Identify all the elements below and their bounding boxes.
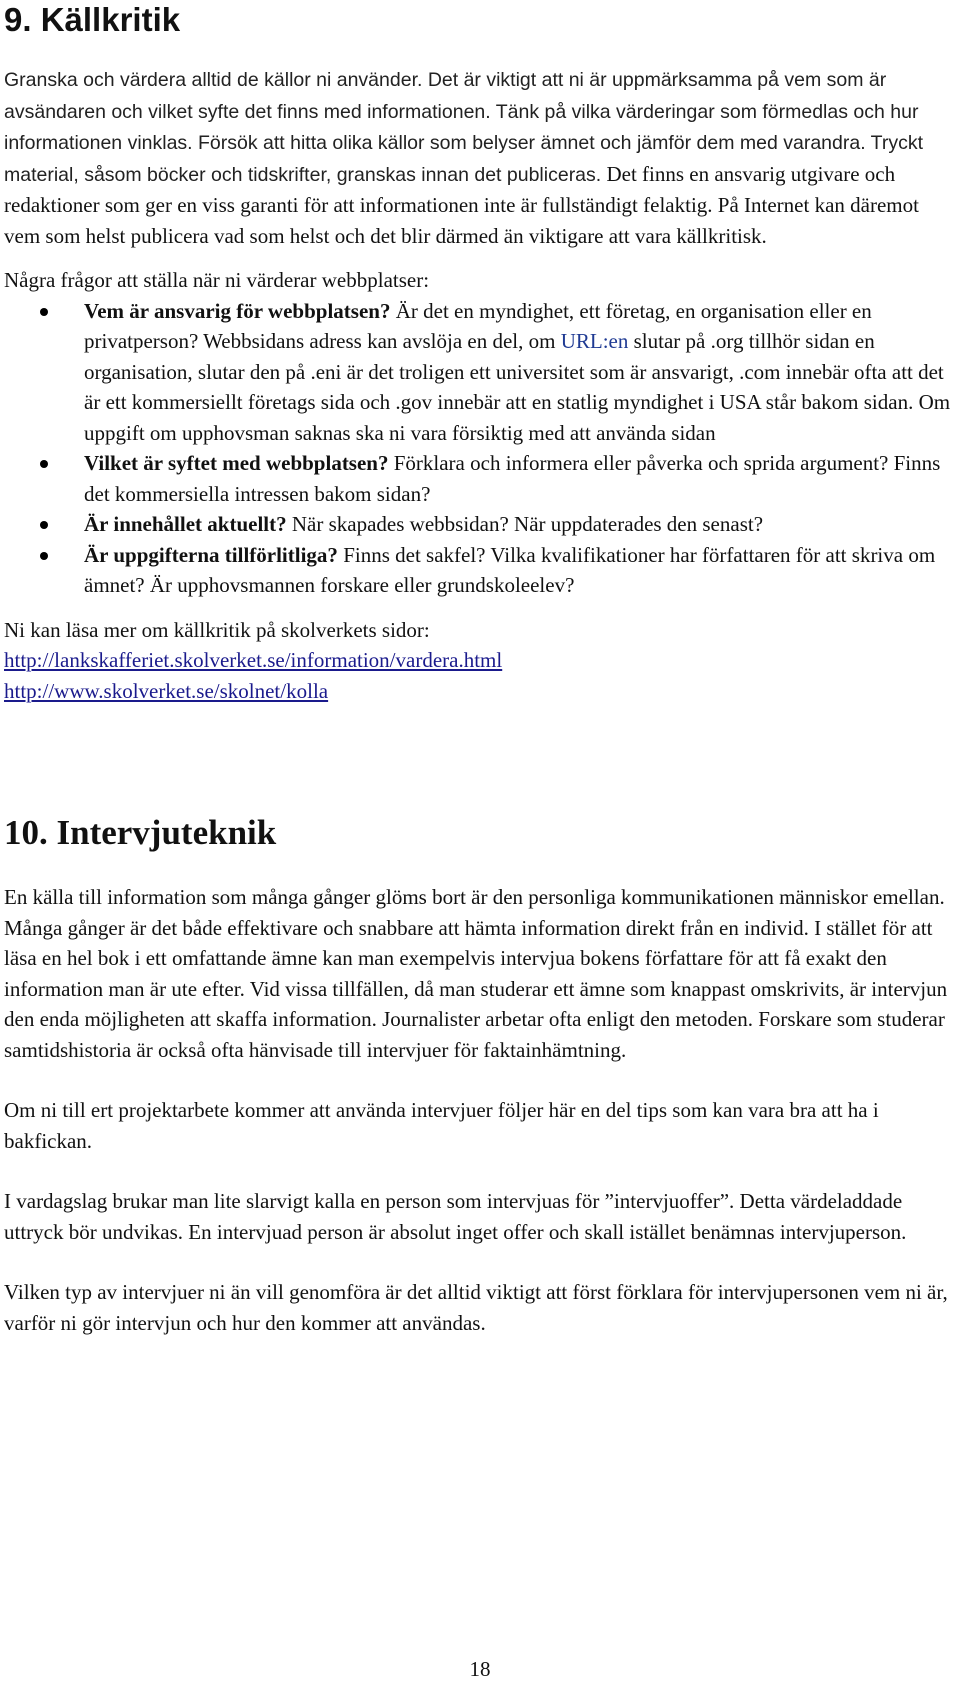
bullet-icon [40,308,48,316]
question-text-cont: slutar på .org tillhör sidan en organisation, slutar den på .eni är det troligen ett universitet som är ansvarigt, .com innebär ofta att det är ett kommersiellt företags sida och .gov innebär att en statlig myndighet i USA står bakom sidan. Om uppgift om upphovsman saknas ska ni vara försiktig med att använda sidan [84,329,951,445]
kallkritik-intro-paragraph [4,64,954,251]
link-lankskafferiet[interactable]: http://lankskafferiet.skolverket.se/information/vardera.html [4,648,503,672]
question-list [4,296,954,601]
intervju-paragraph-2: Om ni till ert projektarbete kommer att använda intervjuer följer här en del tips som kan vara bra att ha i bakfickan. [4,1098,879,1153]
intervju-paragraph-3: I vardagslag brukar man lite slarvigt kalla en person som intervjuas för ”intervjuoffer”. Detta värdeladdade uttryck bör undvikas. En intervjuad person är absolut inget offer och skall istället benämnas intervjuperson. [4,1189,907,1244]
intro-sans-text: Granska och värdera alltid de källor ni använder. Det är viktigt att ni är uppmärksamma på vem som är avsändaren och vilket syfte det finns med informationen. Tänk på vilka värderingar som förmedlas och hur informationen vinklas. Försök att hitta olika källor som belyser ämnet och jämför dem med varandra. Tryckt material, såsom böcker och tidskrifter, granskas innan det publiceras. [4,69,924,186]
bullet-icon [40,521,48,529]
intervju-paragraph-4: Vilken typ av intervjuer ni än vill genomföra är det alltid viktigt att först förklara för intervjupersonen vem ni är, varför ni gör intervjun och hur den kommer att användas. [4,1280,948,1335]
section-heading-kallkritik: 9. Källkritik [4,1,181,38]
bullet-icon [40,460,48,468]
intervju-paragraph-1: En källa till information som många gånger glöms bort är den personliga kommunikationen människor emellan. Många gånger är det både effektivare och snabbare att hämta information direkt från en individ. I stället för att läsa en hel bok i ett omfattande ämne kan man exempelvis intervjua bokens författare för att få exakt den information man är ute efter. Vid vissa tillfällen, då man studerar ett ämne som knappast omskrivits, är intervjun den enda möjligheten att skaffa information. Journalister arbetar ofta enligt den metoden. Forskare som studerar samtidshistoria är också ofta hänvisade till intervjuer för faktainhämtning. [4,885,948,1062]
question-bold: Är innehållet aktuellt? [84,512,287,536]
document-page [4,0,954,1338]
section-heading-intervjuteknik: 10. Intervjuteknik [4,813,277,852]
questions-intro: Några frågor att ställa när ni värderar webbplatser: [4,268,430,292]
question-bold: Vilket är syftet med webbplatsen? [84,451,389,475]
question-text: Förklara och informera eller påverka och sprida argument? Finns det kommersiella intressen bakom sidan? [84,451,941,506]
question-bold: Vem är ansvarig för webbplatsen? [84,298,391,323]
question-bold: Är uppgifterna tillförlitliga? [84,542,338,567]
url-term: URL:en [560,329,629,353]
page-number: 18 [469,1657,491,1681]
list-item [4,509,954,540]
question-text: Finns det sakfel? Vilka kvalifikationer har författaren för att skriva om ämnet? Är upphovsmannen forskare eller grundskoleelev? [84,542,936,597]
bullet-icon [40,552,48,560]
list-item [4,540,954,601]
list-item [4,296,954,449]
question-text: När skapades webbsidan? När uppdaterades den senast? [286,512,764,536]
list-item [4,448,954,509]
question-text: Är det en myndighet, ett företag, en organisation eller en privatperson? Webbsidans adress kan avslöja en del, om [84,298,872,353]
read-more-text: Ni kan läsa mer om källkritik på skolverkets sidor: [4,617,430,642]
intro-serif-text: Det finns en ansvarig utgivare och redaktioner som ger en viss garanti för att informationen inte är fullständigt felaktig. På Internet kan däremot vem som helst publicera vad som helst och det blir därmed än viktigare att vara källkritisk. [4,161,919,248]
link-skolnet-kolla[interactable]: http://www.skolverket.se/skolnet/kolla [4,678,329,703]
